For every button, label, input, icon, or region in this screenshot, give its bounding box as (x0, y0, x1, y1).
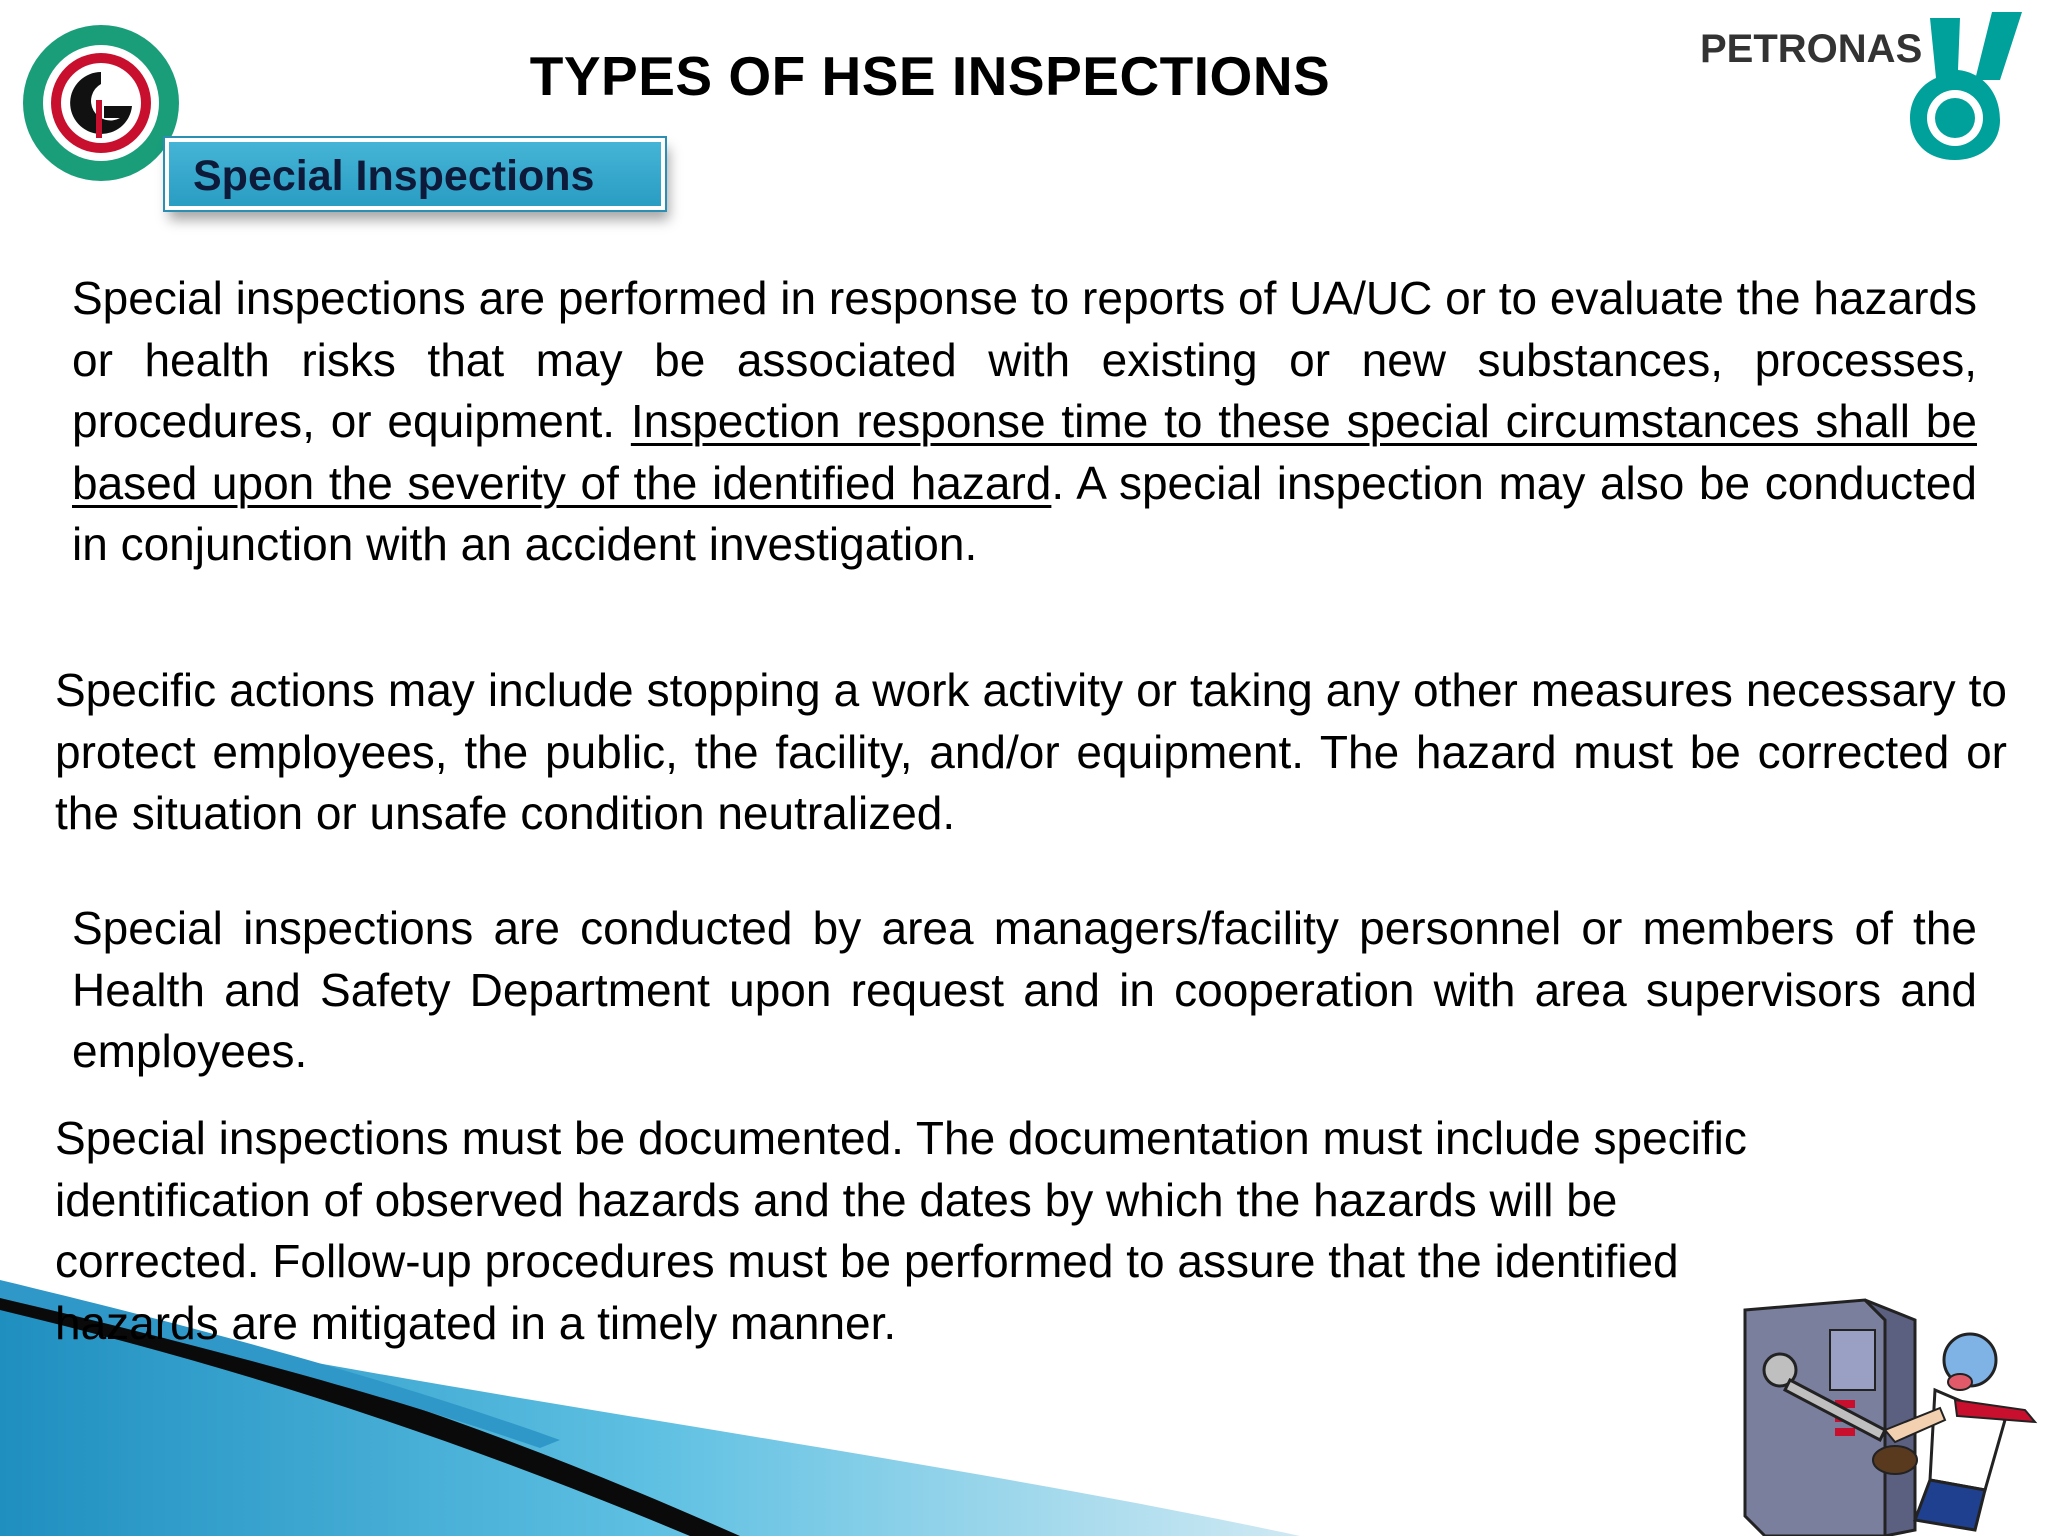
paragraph-purpose (72, 268, 1977, 576)
paragraph-documentation (55, 1108, 2007, 1354)
garraf-operations-logo-icon (20, 22, 182, 184)
paragraph-documentation-line: identification of observed hazards and the dates by which the hazards will be (55, 1173, 1618, 1226)
section-header-box (165, 138, 665, 210)
petronas-wordmark: PETRONAS (1700, 27, 1923, 71)
paragraph-documentation-line: hazards are mitigated in a timely manner. (55, 1296, 897, 1349)
petronas-logo-icon (1700, 10, 2030, 160)
section-label: Special Inspections (193, 152, 595, 200)
paragraph-conducted-by: Special inspections are conducted by area managers/facility personnel or members of the Health and Safety Department upon request and in cooperation with area supervisors and employees. (72, 902, 1977, 1077)
paragraph-documentation-line: corrected. Follow-up procedures must be performed to assure that the identified (55, 1235, 1679, 1287)
page-title: TYPES OF HSE INSPECTIONS (529, 45, 1331, 107)
paragraph-documentation-line: Special inspections must be documented. The documentation must include specific (55, 1112, 1747, 1164)
paragraph-purpose-text: Special inspections are performed in response to reports of UA/UC or to evaluate the hazards or health risks that may be associated with existing or new substances, processes, procedures, or equipment. (72, 272, 1977, 447)
paragraph-purpose-underlined: Inspection response time to these special circumstances shall be based upon the severity of the identified hazard (72, 395, 1977, 509)
paragraph-actions: Specific actions may include stopping a work activity or taking any other measures necessary to protect employees, the public, the facility, and/or equipment. The hazard must be corrected or the situation or unsafe condition neutralized. (55, 664, 2007, 839)
paragraph-purpose-text-end: . A special inspection may also be conducted in conjunction with an accident investigation. (72, 456, 1977, 570)
cartoon-man-machine-hazard-icon (1735, 1290, 2048, 1536)
